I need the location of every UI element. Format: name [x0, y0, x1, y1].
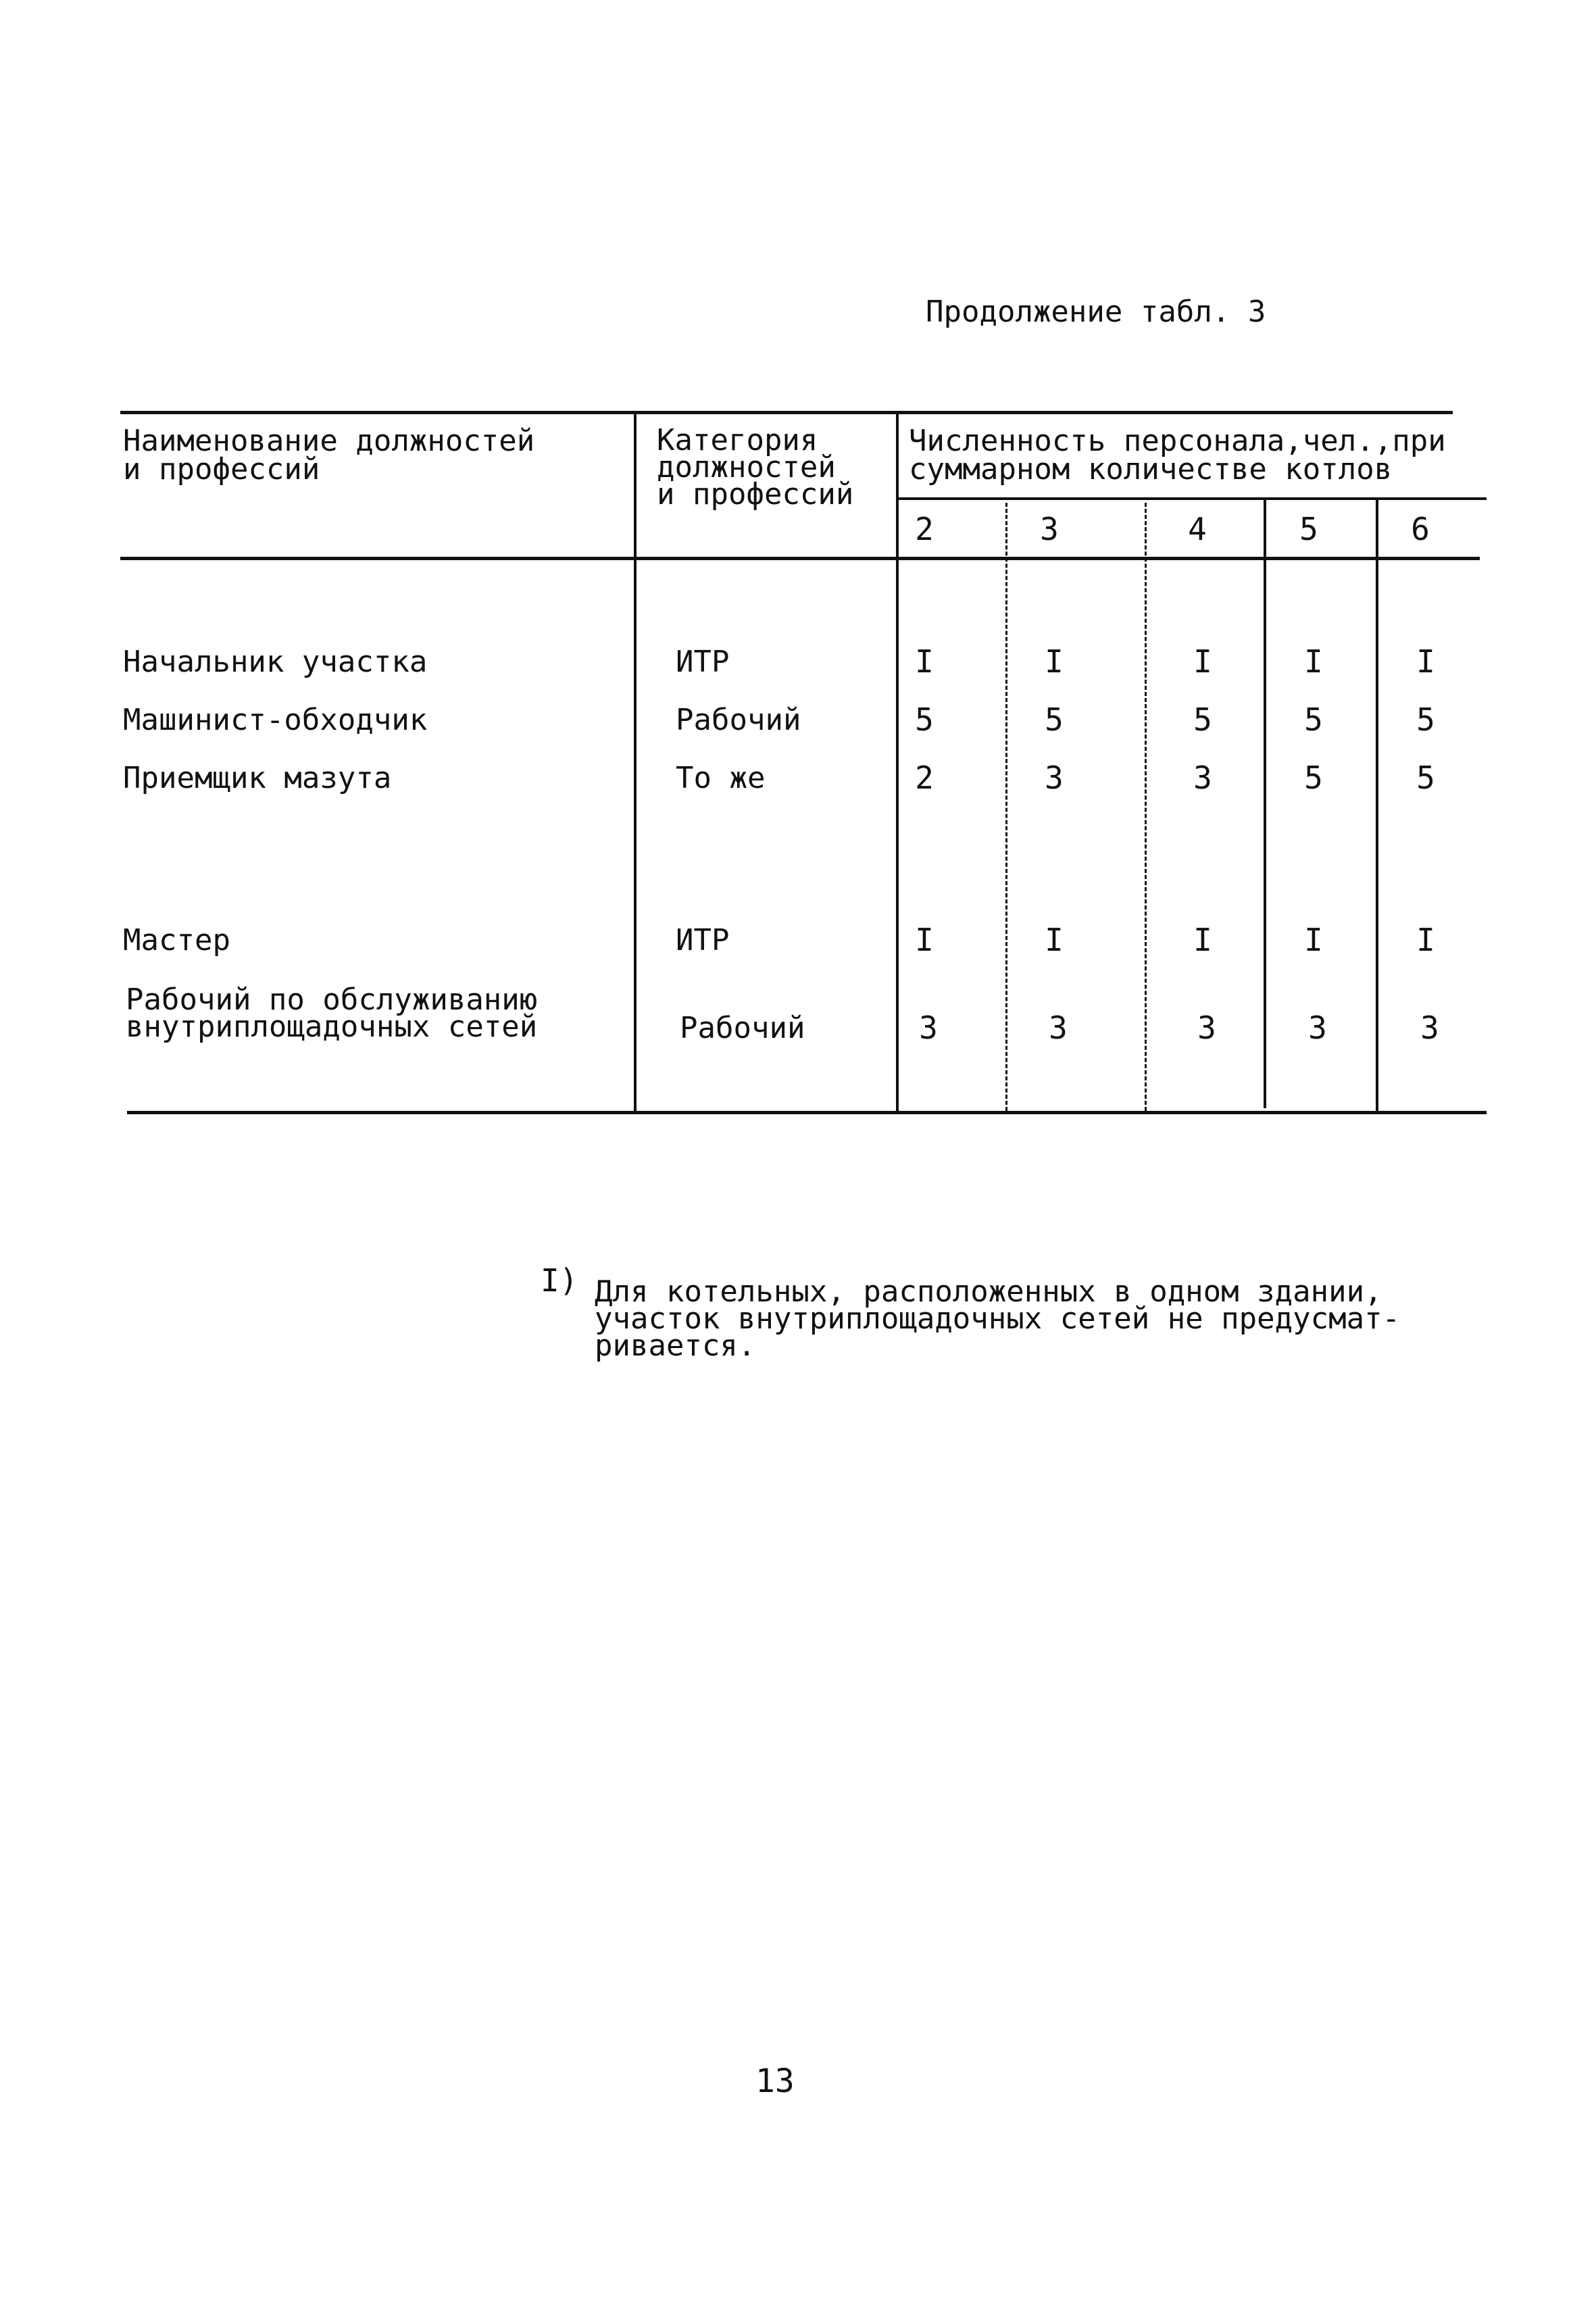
page-number: 13 [755, 2062, 795, 2100]
header-boilers-2: 2 [915, 511, 934, 547]
staff-count: 3 [1308, 1010, 1327, 1046]
table-caption: Продолжение табл. 3 [926, 295, 1266, 329]
footnote-text: Для котельных, расположенных в одном здании, участок внутриплощадочных сетей не предусмат- ривается. [595, 1274, 1401, 1363]
staff-count: I [1304, 643, 1323, 680]
table-top-rule [120, 411, 1453, 414]
position-category: ИТР [676, 645, 730, 679]
position-category: То же [676, 761, 766, 795]
staff-count: 5 [915, 701, 934, 738]
staff-count: I [915, 643, 934, 680]
position-name: Мастер [123, 923, 230, 957]
staff-count: I [1193, 922, 1212, 958]
staff-count: I [915, 922, 934, 958]
header-boilers-4: 4 [1188, 511, 1207, 547]
column-divider [1264, 500, 1266, 1108]
staff-count: I [1416, 643, 1435, 680]
staff-count: I [1045, 643, 1064, 680]
header-subrule [899, 497, 1487, 500]
footnote-marker: I) [541, 1262, 578, 1299]
staff-count: 3 [1420, 1010, 1439, 1046]
staff-count: 5 [1304, 760, 1323, 796]
staff-count: I [1416, 922, 1435, 958]
header-boilers-5: 5 [1299, 511, 1318, 547]
header-category: Категория должностей и профессий [657, 423, 854, 512]
position-name: Рабочий по обслуживанию внутриплощадочных сетей [126, 982, 538, 1044]
position-category: Рабочий [676, 703, 801, 737]
header-boilers-6: 6 [1411, 511, 1430, 547]
staff-count: I [1304, 922, 1323, 958]
position-name: Приемщик мазута [123, 761, 392, 795]
staff-count: 5 [1193, 701, 1212, 738]
staff-count: 3 [1193, 760, 1212, 796]
staff-count: 5 [1416, 701, 1435, 738]
table-bottom-rule [127, 1111, 1487, 1114]
staff-count: 5 [1304, 701, 1323, 738]
staff-count: 3 [1049, 1010, 1068, 1046]
staff-count: 2 [915, 760, 934, 796]
header-boilers-3: 3 [1040, 511, 1059, 547]
column-divider [896, 411, 899, 1114]
column-divider [1145, 503, 1147, 1111]
position-category: Рабочий [680, 1011, 805, 1045]
position-name: Машинист-обходчик [123, 703, 428, 737]
staff-count: 3 [919, 1010, 938, 1046]
header-staff: Численность персонала,чел.,при суммарном количестве котлов [909, 424, 1446, 487]
staff-count: I [1045, 922, 1064, 958]
staff-count: 3 [1045, 760, 1064, 796]
column-divider [1376, 500, 1378, 1114]
header-bottom-rule [120, 557, 1480, 560]
column-divider [634, 411, 637, 1114]
position-name: Начальник участка [123, 645, 428, 679]
staff-count: 5 [1045, 701, 1064, 738]
staff-count: 5 [1416, 760, 1435, 796]
position-category: ИТР [676, 923, 730, 957]
header-name: Наименование должностей и профессий [123, 424, 535, 487]
staff-count: 3 [1197, 1010, 1216, 1046]
column-divider [1005, 503, 1007, 1111]
staff-count: I [1193, 643, 1212, 680]
